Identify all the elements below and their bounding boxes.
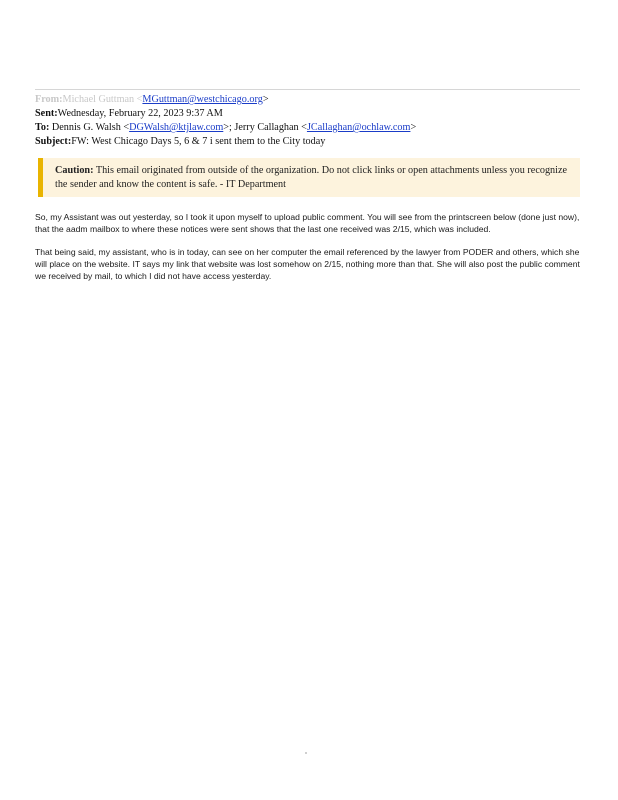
to-row: [35, 121, 595, 135]
caution-text: This email originated from outside of the organization. Do not click links or open attachments unless you recognize the sender and know the content is safe. - IT Department: [55, 165, 568, 190]
caution-banner: [38, 158, 580, 197]
sent-label: Sent:: [35, 108, 58, 119]
to-email-link-1[interactable]: DGWalsh@ktjlaw.com: [129, 122, 224, 133]
to-email-link-2[interactable]: JCallaghan@ochlaw.com: [306, 122, 411, 133]
sent-value: Wednesday, February 22, 2023 9:37 AM: [57, 108, 223, 119]
body-paragraph-2: That being said, my assistant, who is in today, can see on her computer the email referenced by the lawyer from PODER and others, which she will place on the website. IT says my link that website was lost somehow on 2/15, nothing more than that. She will also post the public comment we received by mail, to which I did not have access yesterday.: [35, 247, 580, 281]
sent-row: [35, 107, 595, 121]
from-row: [35, 93, 595, 107]
from-label: From:: [35, 94, 63, 105]
email-header: [35, 93, 595, 149]
subject-label: Subject:: [35, 136, 72, 147]
from-name: Michael Guttman <: [62, 94, 143, 105]
page-mark: [305, 752, 307, 754]
email-body: [35, 211, 580, 293]
to-label: To:: [35, 122, 50, 133]
header-divider: [35, 89, 580, 90]
subject-value: FW: West Chicago Days 5, 6 & 7 i sent them to the City today: [71, 136, 326, 147]
body-paragraph-1: So, my Assistant was out yesterday, so I took it upon myself to upload public comment. You will see from the printscreen below (done just now), that the aadm mailbox to where these notices were sent shows that the last one received was 2/15, which was included.: [35, 212, 580, 234]
to-name-1: Dennis G. Walsh <: [51, 122, 130, 133]
subject-row: [35, 135, 595, 149]
from-email-link[interactable]: MGuttman@westchicago.org: [142, 94, 263, 105]
to-mid: >; Jerry Callaghan <: [223, 122, 307, 133]
caution-label: Caution:: [55, 165, 94, 176]
to-close: >: [410, 122, 417, 133]
from-close: >: [262, 94, 269, 105]
